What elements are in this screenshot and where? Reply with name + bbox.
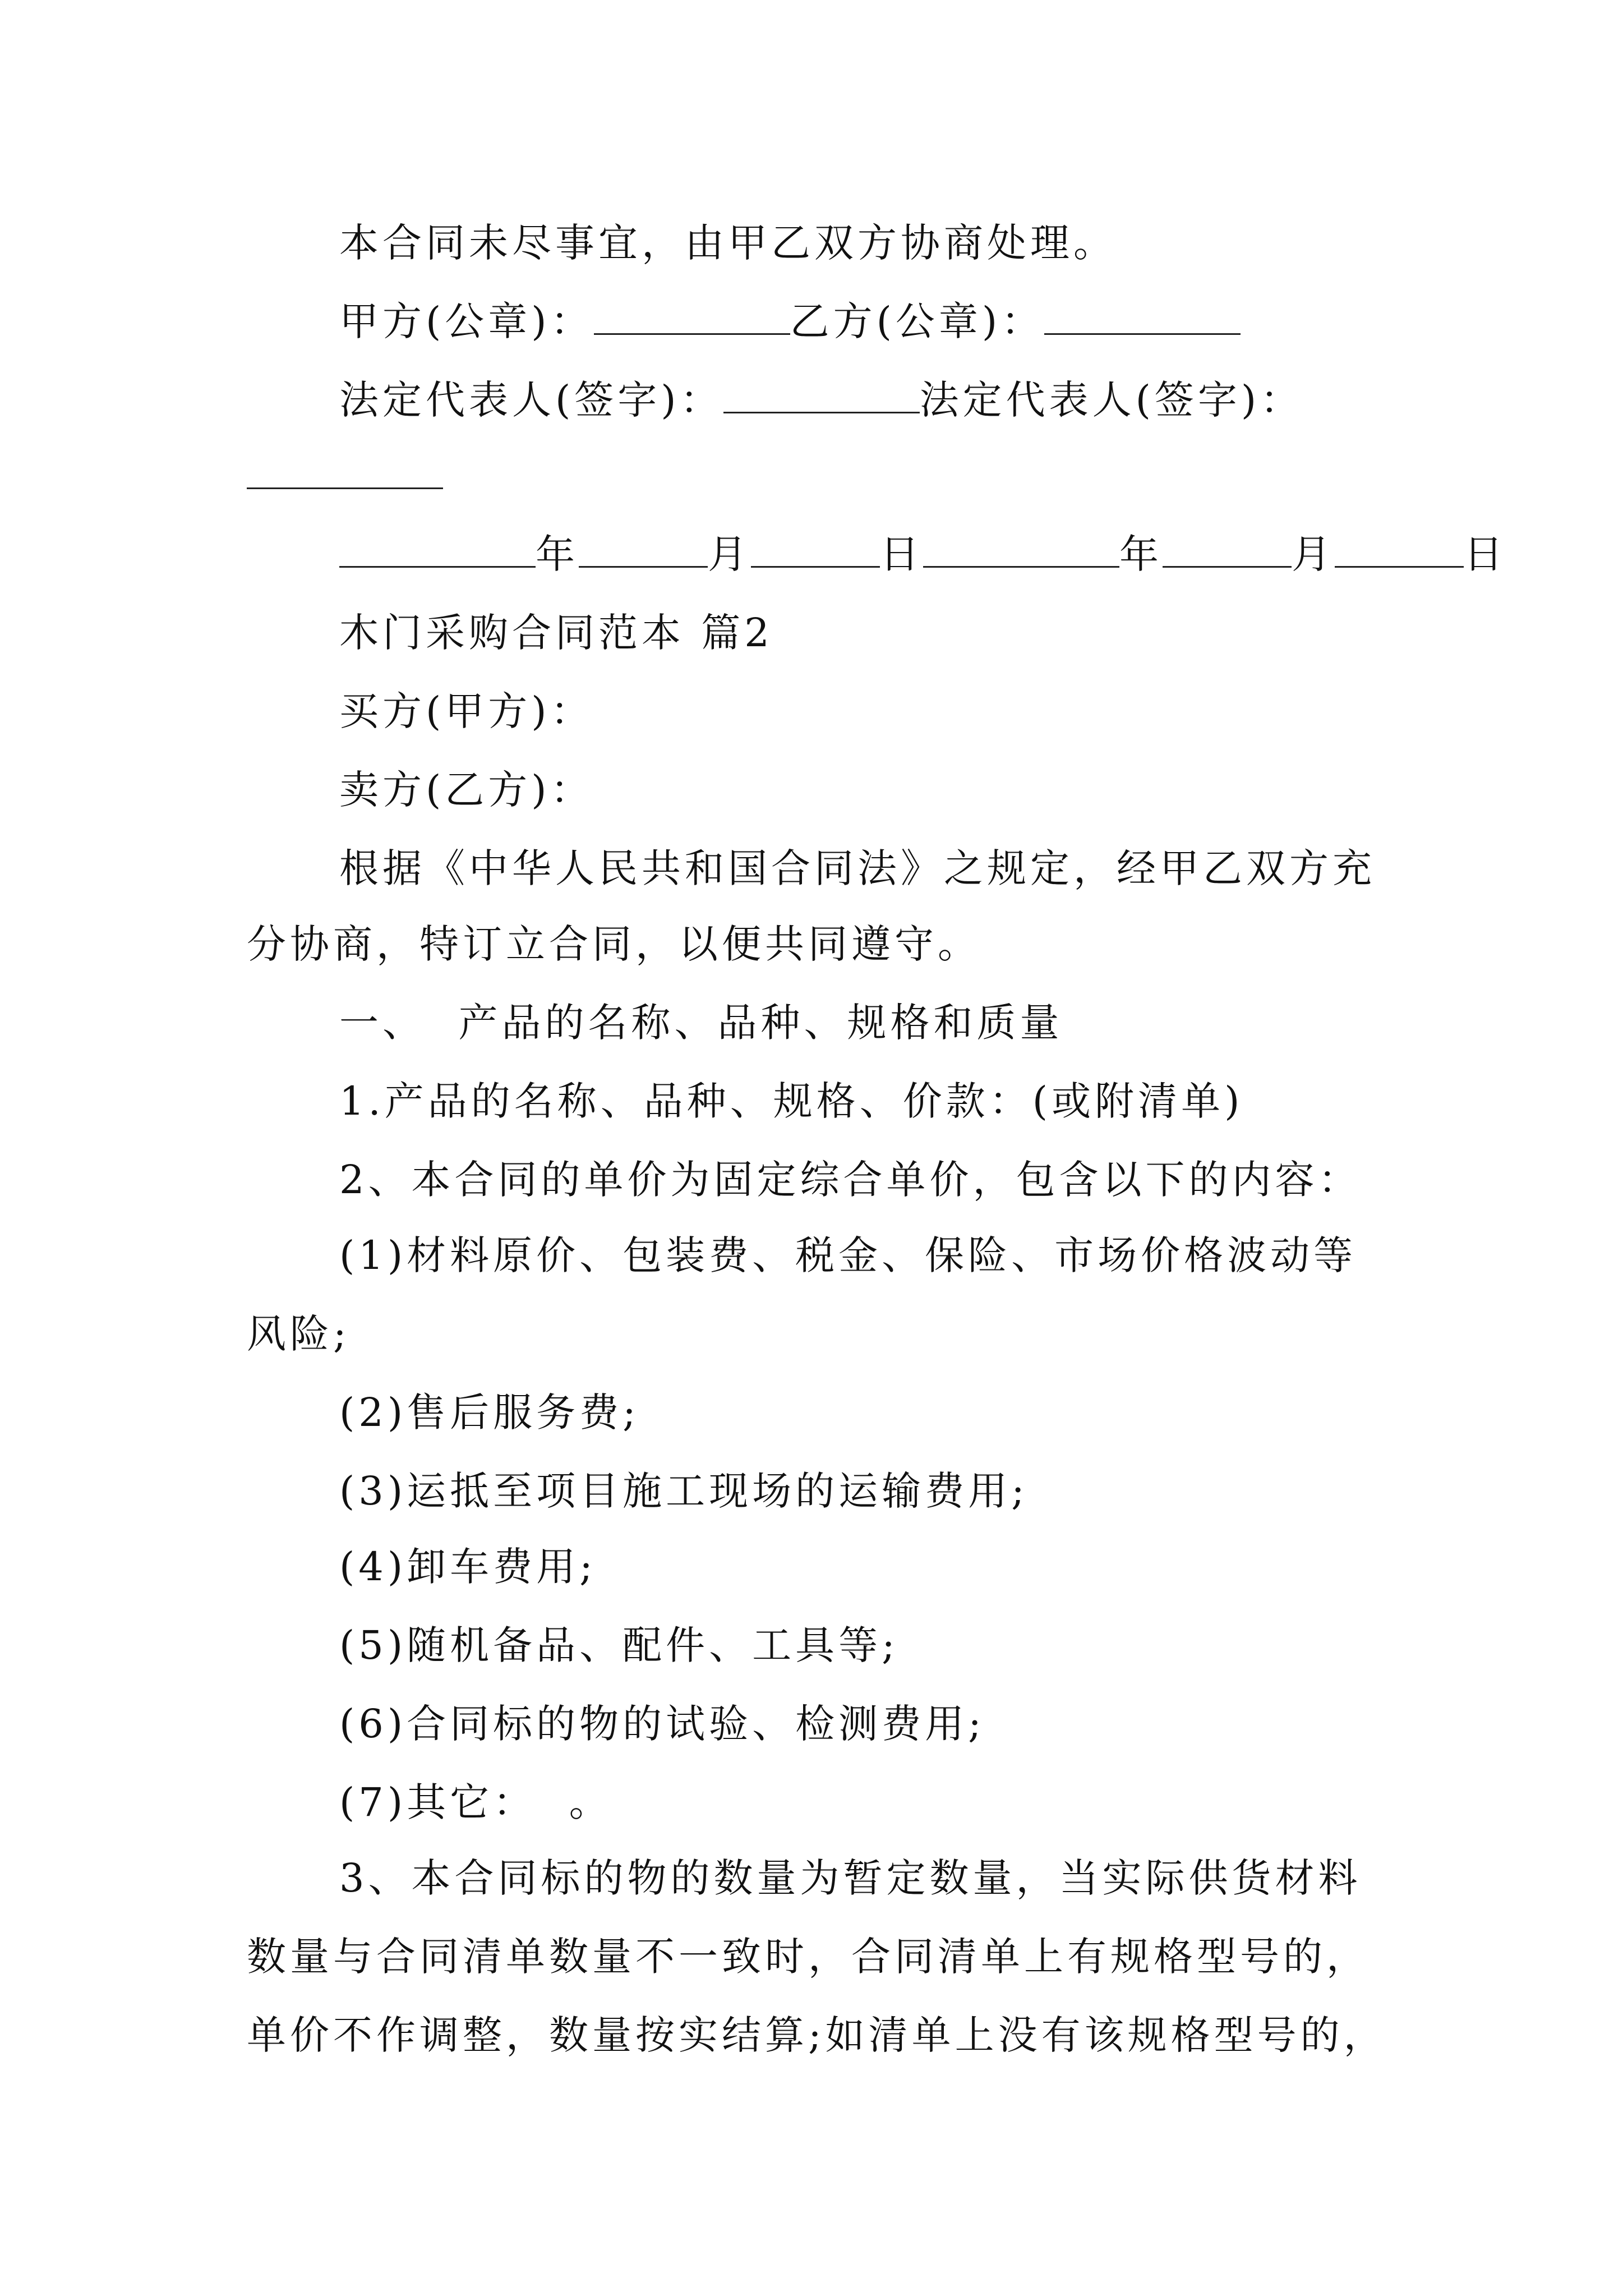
date-line [339, 527, 1507, 581]
item-3-line-3: 单价不作调整，数量按实结算;如清单上没有该规格型号的， [247, 2012, 1387, 2058]
item-2: 2、本合同的单价为固定综合单价，包含以下的内容： [339, 1157, 1362, 1203]
legal-rep-line [339, 373, 1303, 427]
buyer-line: 买方(甲方)： [339, 688, 594, 734]
party-a-seal-label: 甲方(公章)： [339, 298, 594, 344]
party-b-seal-blank [1044, 298, 1241, 335]
intro-line-2: 分协商，特订立合同，以便共同遵守。 [247, 921, 981, 967]
heading-product: 一、 产品的名称、品种、规格和质量 [339, 1000, 1063, 1046]
legal-rep-a-blank [723, 377, 920, 413]
year-b-blank [923, 531, 1119, 568]
party-b-seal-label: 乙方(公章)： [790, 298, 1045, 344]
sub-item-1a: (1)材料原价、包装费、税金、保险、市场价格波动等 [339, 1232, 1357, 1278]
legal-rep-b-blank [247, 453, 443, 489]
intro-line-1: 根据《中华人民共和国合同法》之规定，经甲乙双方充 [339, 845, 1376, 891]
day-a-blank [751, 531, 880, 568]
day-a-label: 日 [880, 531, 923, 577]
seller-line: 卖方(乙方)： [339, 767, 594, 813]
year-b-label: 年 [1119, 531, 1163, 577]
sub-item-7: (7)其它： 。 [339, 1779, 612, 1825]
day-b-label: 日 [1464, 531, 1507, 577]
legal-rep-a-label: 法定代表人(签字)： [339, 377, 723, 423]
item-3-line-1: 3、本合同标的物的数量为暂定数量，当实际供货材料 [339, 1855, 1362, 1901]
sub-item-6: (6)合同标的物的试验、检测费用; [339, 1701, 985, 1747]
sub-item-1b: 风险; [247, 1311, 351, 1357]
section-title: 木门采购合同范本 篇2 [339, 610, 773, 656]
sub-item-5: (5)随机备品、配件、工具等; [339, 1622, 899, 1668]
year-a-blank [339, 531, 536, 568]
paragraph-unresolved-matters: 本合同未尽事宜，由甲乙双方协商处理。 [339, 220, 1117, 266]
day-b-blank [1335, 531, 1464, 568]
year-a-label: 年 [536, 531, 579, 577]
legal-rep-b-blank-line [247, 449, 443, 503]
month-b-blank [1163, 531, 1292, 568]
sub-item-3: (3)运抵至项目施工现场的运输费用; [339, 1468, 1029, 1514]
item-3-line-2: 数量与合同清单数量不一致时，合同清单上有规格型号的， [247, 1934, 1370, 1980]
legal-rep-b-label: 法定代表人(签字)： [919, 377, 1304, 423]
seal-line [339, 295, 1241, 348]
party-a-seal-blank [594, 298, 790, 335]
sub-item-4: (4)卸车费用; [339, 1544, 597, 1590]
item-1: 1.产品的名称、品种、规格、价款：(或附清单) [339, 1078, 1244, 1124]
month-b-label: 月 [1292, 531, 1335, 577]
month-a-blank [579, 531, 708, 568]
month-a-label: 月 [708, 531, 751, 577]
sub-item-2: (2)售后服务费; [339, 1389, 640, 1435]
